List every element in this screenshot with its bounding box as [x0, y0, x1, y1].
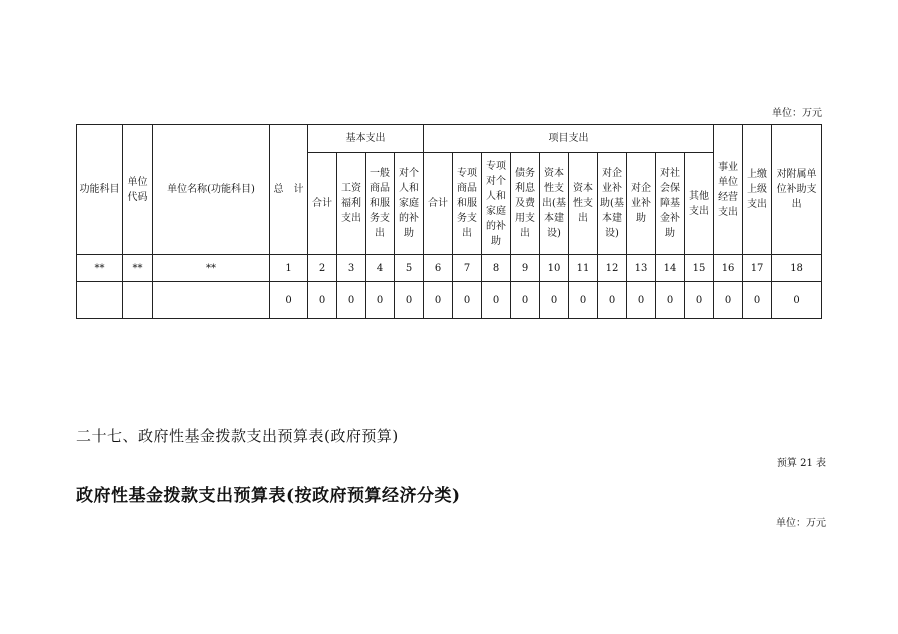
index-cell: **: [123, 255, 153, 282]
index-cell: 1: [270, 255, 308, 282]
header-basic-expenditure: 基本支出: [308, 125, 424, 153]
index-cell: 6: [424, 255, 453, 282]
value-cell: 0: [511, 282, 540, 319]
value-cell: 0: [772, 282, 822, 319]
value-cell: [153, 282, 270, 319]
header-business-expenditure: 事业单位经营支出: [714, 125, 743, 255]
header-basic-total: 合计: [308, 153, 337, 255]
header-project-capital: 资本性支出: [569, 153, 598, 255]
header-basic-goods: 一般商品和服务支出: [366, 153, 395, 255]
header-project-special-personal: 专项对个人和家庭的补助: [482, 153, 511, 255]
index-cell: 14: [656, 255, 685, 282]
value-cell: [77, 282, 123, 319]
index-cell: **: [153, 255, 270, 282]
index-cell: 8: [482, 255, 511, 282]
unit-label-bottom: 单位：万元: [776, 518, 826, 529]
value-cell: 0: [743, 282, 772, 319]
header-project-total: 合计: [424, 153, 453, 255]
index-cell: 13: [627, 255, 656, 282]
index-cell: 3: [337, 255, 366, 282]
index-cell: 9: [511, 255, 540, 282]
header-unit-name: 单位名称(功能科目): [153, 125, 270, 255]
unit-label-top: 单位：万元: [772, 108, 822, 119]
value-cell: 0: [569, 282, 598, 319]
header-remit-expenditure: 上缴上级支出: [743, 125, 772, 255]
value-cell: 0: [395, 282, 424, 319]
header-unit-code: 单位代码: [123, 125, 153, 255]
value-cell: 0: [627, 282, 656, 319]
value-cell: 0: [482, 282, 511, 319]
index-cell: 10: [540, 255, 569, 282]
index-cell: 4: [366, 255, 395, 282]
value-cell: 0: [366, 282, 395, 319]
form-number: 预算 21 表: [776, 458, 826, 469]
header-project-expenditure: 项目支出: [424, 125, 714, 153]
header-project-debt: 债务利息及费用支出: [511, 153, 540, 255]
index-cell: 15: [685, 255, 714, 282]
index-cell: 17: [743, 255, 772, 282]
index-cell: 16: [714, 255, 743, 282]
header-basic-wage: 工资福利支出: [337, 153, 366, 255]
header-total: 总 计: [270, 125, 308, 255]
header-project-capital-build: 资本性支出(基本建设): [540, 153, 569, 255]
header-project-special-goods: 专项商品和服务支出: [453, 153, 482, 255]
header-project-other: 其他支出: [685, 153, 714, 255]
value-cell: 0: [656, 282, 685, 319]
table-row: [77, 282, 822, 319]
header-subsidiary-subsidy: 对附属单位补助支出: [772, 125, 822, 255]
index-cell: **: [77, 255, 123, 282]
index-cell: 5: [395, 255, 424, 282]
header-project-enterprise-build: 对企业补助(基本建设): [598, 153, 627, 255]
index-cell: 11: [569, 255, 598, 282]
index-cell: 2: [308, 255, 337, 282]
header-project-social: 对社会保障基金补助: [656, 153, 685, 255]
value-cell: [123, 282, 153, 319]
budget-table: [76, 124, 822, 319]
index-cell: 18: [772, 255, 822, 282]
value-cell: 0: [337, 282, 366, 319]
value-cell: 0: [424, 282, 453, 319]
header-basic-personal: 对个人和家庭的补助: [395, 153, 424, 255]
index-row: [77, 255, 822, 282]
value-cell: 0: [714, 282, 743, 319]
value-cell: 0: [598, 282, 627, 319]
section-title: 二十七、政府性基金拨款支出预算表(政府预算): [76, 427, 399, 445]
index-cell: 7: [453, 255, 482, 282]
value-cell: 0: [453, 282, 482, 319]
value-cell: 0: [540, 282, 569, 319]
value-cell: 0: [308, 282, 337, 319]
header-func-subject: 功能科目: [77, 125, 123, 255]
value-cell: 0: [685, 282, 714, 319]
header-project-enterprise: 对企业补助: [627, 153, 656, 255]
index-cell: 12: [598, 255, 627, 282]
header-row-1: [77, 125, 822, 153]
value-cell: 0: [270, 282, 308, 319]
page-title: 政府性基金拨款支出预算表(按政府预算经济分类): [76, 486, 461, 506]
